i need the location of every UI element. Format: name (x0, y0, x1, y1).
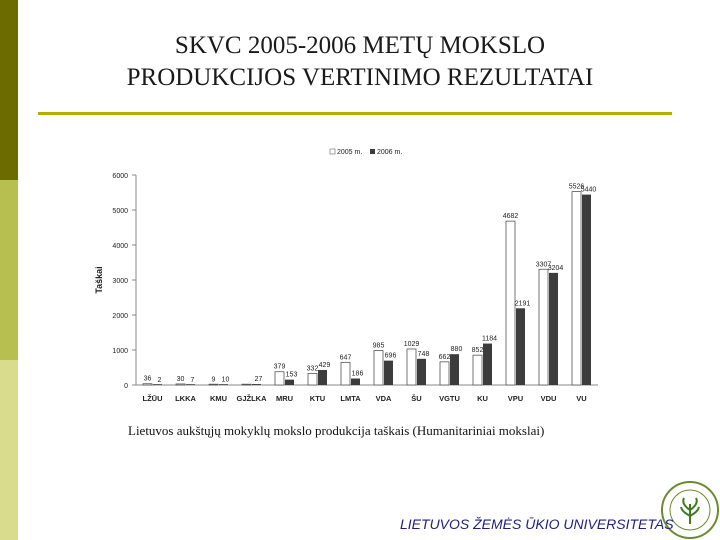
y-axis-label: Taškai (94, 266, 104, 294)
x-tick-label: LKKA (175, 394, 196, 403)
bar-2005 (143, 384, 152, 385)
chart-caption: Lietuvos aukštųjų mokyklų mokslo produkcija taškais (Humanitariniai mokslai) (128, 423, 545, 438)
x-tick-label: LMTA (340, 394, 361, 403)
data-label-2005: 985 (372, 342, 385, 350)
bar-chart (78, 140, 608, 410)
data-label-2006: 7 (190, 376, 195, 384)
data-label-2006: 429 (318, 361, 331, 369)
data-label-2005: 3307 (535, 261, 552, 269)
data-label-2006: 2191 (514, 300, 531, 308)
bar-2005 (209, 384, 218, 385)
bar-2006 (549, 273, 558, 385)
y-tick-label: 4000 (112, 243, 128, 250)
slide-title (40, 30, 680, 94)
data-label-2005: 5526 (568, 183, 585, 191)
side-bar-top (0, 0, 18, 180)
bar-2006 (153, 384, 162, 385)
data-label-2006: 153 (285, 371, 298, 379)
bar-2005 (308, 373, 317, 385)
y-tick-label: 0 (124, 383, 128, 390)
bar-2006 (516, 308, 525, 385)
bar-2006 (582, 195, 591, 385)
y-tick-label: 2000 (112, 313, 128, 320)
data-label-2006: 186 (351, 370, 364, 378)
data-label-2005: 332 (306, 365, 319, 373)
x-tick-label: VPU (507, 394, 524, 403)
data-label-2006: 748 (417, 350, 430, 358)
bar-2006 (318, 370, 327, 385)
bar-2006 (186, 384, 195, 385)
x-tick-label: KMU (209, 394, 228, 403)
bar-2005 (506, 221, 515, 385)
bar-2006 (252, 384, 261, 385)
y-tick-label: 5000 (112, 208, 128, 215)
data-label-2005: 662 (438, 353, 451, 361)
slide-title-line-1: SKVC 2005-2006 METŲ MOKSLO (174, 32, 546, 59)
data-label-2006: 2 (157, 376, 162, 384)
y-tick-label: 6000 (112, 173, 128, 180)
data-label-2006: 696 (384, 352, 397, 360)
x-tick-label: VDA (375, 394, 392, 403)
y-tick-label: 1000 (112, 348, 128, 355)
title-rule (38, 112, 672, 115)
data-label-2005: 36 (143, 375, 152, 383)
data-label-2005: 852 (471, 347, 484, 355)
legend-label-2006: 2006 m. (377, 149, 403, 156)
bar-2006 (384, 361, 393, 385)
bar-2006 (219, 384, 228, 385)
bar-2006 (417, 359, 426, 385)
data-label-2005: 30 (176, 375, 185, 383)
data-label-2006: 1184 (481, 335, 498, 343)
side-bar-bottom (0, 360, 18, 540)
x-tick-label: VDU (540, 394, 557, 403)
x-tick-label: LŽŪU (142, 394, 163, 403)
x-tick-label: MRU (275, 394, 294, 403)
bar-2005 (341, 362, 350, 385)
bar-2006 (450, 354, 459, 385)
data-label-2005: 4682 (502, 213, 519, 221)
side-bar-middle (0, 180, 18, 360)
slide-title-line-2: PRODUKCIJOS VERTINIMO REZULTATAI (126, 64, 594, 91)
data-label-2006: 27 (254, 376, 263, 384)
legend-swatch-2005 (330, 149, 335, 154)
bar-2005 (275, 372, 284, 385)
bar-2005 (407, 349, 416, 385)
bar-2005 (242, 384, 251, 385)
x-tick-label: KU (477, 394, 488, 403)
x-tick-label: GJŽLKA (236, 394, 267, 403)
x-tick-label: KTU (309, 394, 326, 403)
bar-2005 (473, 355, 482, 385)
legend-swatch-2006 (370, 149, 375, 154)
data-label-2006: 10 (221, 376, 230, 384)
data-label-2006: 3204 (547, 264, 564, 272)
legend-label-2005: 2005 m. (337, 149, 363, 156)
y-tick-label: 3000 (112, 278, 128, 285)
data-label-2005: 647 (339, 354, 352, 362)
bar-2006 (483, 344, 492, 385)
bar-2006 (285, 380, 294, 385)
data-label-2005: 9 (211, 376, 216, 384)
bar-2005 (572, 192, 581, 385)
bar-2005 (374, 351, 383, 385)
x-tick-label: VGTU (439, 394, 460, 403)
bar-2005 (539, 269, 548, 385)
data-label-2006: 880 (450, 346, 463, 354)
data-label-2005: 379 (273, 363, 286, 371)
bar-2005 (440, 362, 449, 385)
footer-university-name: LIETUVOS ŽEMĖS ŪKIO UNIVERSITETAS (400, 516, 674, 532)
x-tick-label: ŠU (411, 394, 422, 403)
bar-2006 (351, 378, 360, 385)
data-label-2005: 1029 (403, 340, 420, 348)
data-label-2006: 5440 (580, 186, 597, 194)
bar-2005 (176, 384, 185, 385)
x-tick-label: VU (576, 394, 587, 403)
